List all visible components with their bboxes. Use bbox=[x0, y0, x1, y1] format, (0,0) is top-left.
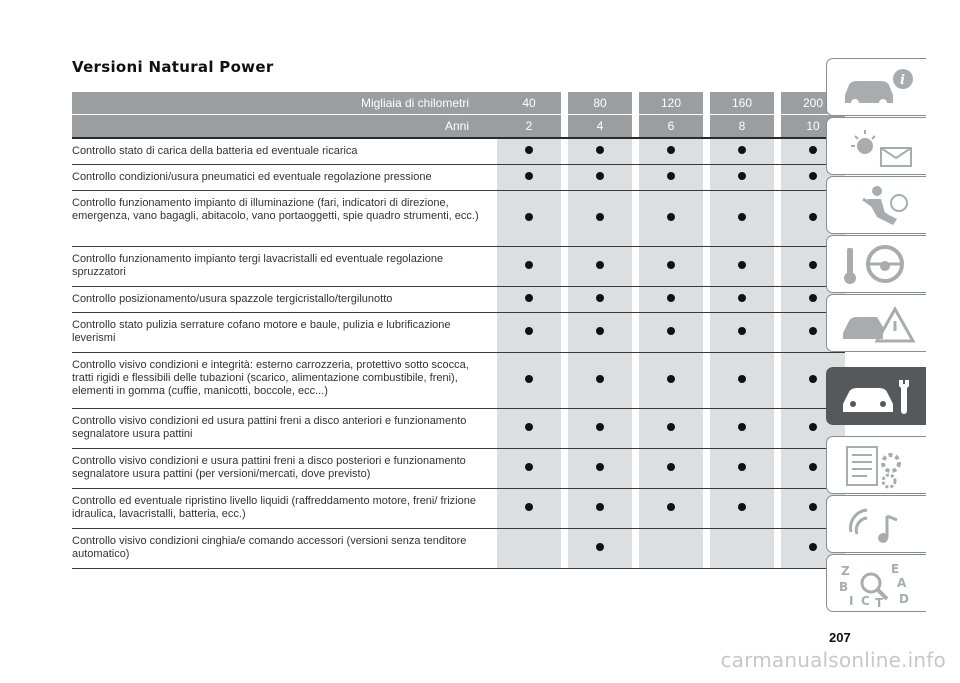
required-dot-icon bbox=[809, 503, 817, 511]
check-description: Controllo visivo condizioni cinghia/e comando accessori (versioni senza tenditore automatico) bbox=[72, 529, 497, 569]
required-dot-icon bbox=[596, 172, 604, 180]
column-gap bbox=[774, 529, 781, 569]
interval-cell bbox=[497, 313, 561, 353]
required-dot-icon bbox=[667, 327, 675, 335]
interval-cell bbox=[568, 165, 632, 191]
interval-cell bbox=[497, 449, 561, 489]
required-dot-icon bbox=[596, 213, 604, 221]
column-gap bbox=[703, 247, 710, 287]
column-gap bbox=[632, 489, 639, 529]
interval-cell bbox=[568, 138, 632, 165]
required-dot-icon bbox=[525, 463, 533, 471]
interval-cell bbox=[568, 313, 632, 353]
column-gap bbox=[774, 353, 781, 409]
table-row bbox=[72, 313, 845, 353]
required-dot-icon bbox=[738, 146, 746, 154]
interval-cell bbox=[568, 529, 632, 569]
column-gap bbox=[561, 247, 568, 287]
table-row bbox=[72, 409, 845, 449]
tab-steering-key[interactable] bbox=[826, 235, 926, 293]
column-gap bbox=[774, 449, 781, 489]
column-gap bbox=[774, 165, 781, 191]
required-dot-icon bbox=[596, 503, 604, 511]
steering-wheel-key-icon bbox=[837, 242, 921, 288]
required-dot-icon bbox=[809, 327, 817, 335]
column-gap bbox=[561, 165, 568, 191]
required-dot-icon bbox=[596, 327, 604, 335]
multimedia-icon bbox=[837, 502, 921, 548]
column-gap bbox=[561, 287, 568, 313]
column-gap bbox=[632, 353, 639, 409]
interval-cell bbox=[710, 165, 774, 191]
required-dot-icon bbox=[809, 294, 817, 302]
table-row bbox=[72, 353, 845, 409]
interval-cell bbox=[710, 287, 774, 313]
svg-text:C: C bbox=[861, 594, 870, 607]
required-dot-icon bbox=[525, 261, 533, 269]
required-dot-icon bbox=[525, 172, 533, 180]
table-row bbox=[72, 529, 845, 569]
years-header-label: Anni bbox=[72, 115, 497, 139]
svg-text:E: E bbox=[891, 562, 900, 576]
check-description: Controllo funzionamento impianto tergi lavacristalli ed eventuale regolazione spruzzatori bbox=[72, 247, 497, 287]
tab-emergency[interactable] bbox=[826, 294, 926, 352]
car-info-icon bbox=[837, 65, 921, 111]
interval-cell bbox=[568, 247, 632, 287]
required-dot-icon bbox=[596, 261, 604, 269]
required-dot-icon bbox=[738, 375, 746, 383]
year-value: 2 bbox=[497, 115, 561, 139]
column-gap bbox=[632, 313, 639, 353]
required-dot-icon bbox=[596, 423, 604, 431]
interval-cell bbox=[497, 353, 561, 409]
interval-cell bbox=[639, 287, 703, 313]
column-gap bbox=[774, 191, 781, 247]
year-value: 8 bbox=[710, 115, 774, 139]
required-dot-icon bbox=[525, 213, 533, 221]
interval-cell bbox=[497, 409, 561, 449]
column-gap bbox=[561, 313, 568, 353]
interval-cell bbox=[710, 191, 774, 247]
interval-cell bbox=[568, 191, 632, 247]
check-description: Controllo funzionamento impianto di illuminazione (fari, indicatori di direzione, emergenza, vano bagagli, abitacolo, vano portaoggetti, spie quadro strumenti, ecc.) bbox=[72, 191, 497, 247]
years-header-row bbox=[72, 115, 845, 139]
watermark: carmanualsonline.info bbox=[720, 648, 946, 672]
column-gap bbox=[561, 409, 568, 449]
check-description: Controllo ed eventuale ripristino livello liquidi (raffreddamento motore, freni/ frizione idraulica, lavacristalli, batteria, ecc.) bbox=[72, 489, 497, 529]
required-dot-icon bbox=[596, 294, 604, 302]
tab-airbag-safety[interactable] bbox=[826, 176, 926, 234]
required-dot-icon bbox=[525, 503, 533, 511]
check-description: Controllo condizioni/usura pneumatici ed eventuale regolazione pressione bbox=[72, 165, 497, 191]
required-dot-icon bbox=[738, 261, 746, 269]
required-dot-icon bbox=[809, 463, 817, 471]
column-gap bbox=[703, 489, 710, 529]
interval-cell bbox=[710, 353, 774, 409]
svg-text:i: i bbox=[900, 73, 905, 88]
page-number: 207 bbox=[829, 630, 851, 645]
column-gap bbox=[632, 529, 639, 569]
required-dot-icon bbox=[667, 294, 675, 302]
column-gap bbox=[632, 165, 639, 191]
interval-cell bbox=[497, 191, 561, 247]
required-dot-icon bbox=[738, 172, 746, 180]
interval-cell bbox=[568, 353, 632, 409]
km-header-row bbox=[72, 92, 845, 115]
required-dot-icon bbox=[738, 463, 746, 471]
required-dot-icon bbox=[809, 423, 817, 431]
interval-cell bbox=[710, 313, 774, 353]
km-value: 120 bbox=[639, 92, 703, 115]
svg-text:I: I bbox=[849, 594, 854, 607]
required-dot-icon bbox=[667, 375, 675, 383]
car-service-wrench-icon bbox=[837, 374, 921, 420]
required-dot-icon bbox=[596, 375, 604, 383]
check-description: Controllo posizionamento/usura spazzole tergicristallo/tergilunotto bbox=[72, 287, 497, 313]
required-dot-icon bbox=[809, 146, 817, 154]
interval-cell bbox=[710, 529, 774, 569]
table-row bbox=[72, 138, 845, 165]
technical-data-icon bbox=[837, 443, 921, 489]
interval-cell bbox=[639, 529, 703, 569]
required-dot-icon bbox=[809, 543, 817, 551]
column-gap bbox=[561, 489, 568, 529]
km-value: 80 bbox=[568, 92, 632, 115]
required-dot-icon bbox=[667, 172, 675, 180]
interval-cell bbox=[710, 449, 774, 489]
tab-multimedia[interactable] bbox=[826, 495, 926, 553]
column-gap bbox=[703, 449, 710, 489]
column-gap bbox=[703, 191, 710, 247]
interval-cell bbox=[710, 247, 774, 287]
interval-cell bbox=[497, 529, 561, 569]
check-description: Controllo stato di carica della batteria ed eventuale ricarica bbox=[72, 138, 497, 165]
column-gap bbox=[561, 138, 568, 165]
check-description: Controllo stato pulizia serrature cofano motore e baule, pulizia e lubrificazione leverismi bbox=[72, 313, 497, 353]
column-gap bbox=[632, 409, 639, 449]
table-row bbox=[72, 247, 845, 287]
interval-cell bbox=[639, 247, 703, 287]
check-description: Controllo visivo condizioni ed usura pattini freni a disco anteriori e funzionamento segnalatore usura pattini bbox=[72, 409, 497, 449]
km-value: 40 bbox=[497, 92, 561, 115]
km-header-label: Migliaia di chilometri bbox=[72, 92, 497, 115]
required-dot-icon bbox=[738, 213, 746, 221]
column-gap bbox=[703, 409, 710, 449]
required-dot-icon bbox=[667, 423, 675, 431]
column-gap bbox=[703, 529, 710, 569]
column-gap bbox=[703, 165, 710, 191]
interval-cell bbox=[568, 489, 632, 529]
check-description: Controllo visivo condizioni e integrità: esterno carrozzeria, protettivo sotto scocca, tratti rigidi e flessibili delle tubazioni (scarico, alimentazione combustibile, freni), elementi in gomma (cuffie, manicotti, boccole, ecc...) bbox=[72, 353, 497, 409]
column-gap bbox=[703, 287, 710, 313]
column-gap bbox=[632, 247, 639, 287]
interval-cell bbox=[497, 489, 561, 529]
tab-alphabetical-index[interactable] bbox=[826, 554, 926, 612]
interval-cell bbox=[497, 247, 561, 287]
table-row bbox=[72, 489, 845, 529]
tab-car-info[interactable] bbox=[826, 58, 926, 116]
table-row bbox=[72, 449, 845, 489]
warning-lights-icon bbox=[837, 124, 921, 170]
svg-text:Z: Z bbox=[841, 564, 850, 578]
column-gap bbox=[703, 313, 710, 353]
svg-text:T: T bbox=[875, 596, 884, 607]
interval-cell bbox=[568, 409, 632, 449]
interval-cell bbox=[639, 191, 703, 247]
interval-cell bbox=[497, 287, 561, 313]
interval-cell bbox=[639, 313, 703, 353]
required-dot-icon bbox=[596, 146, 604, 154]
required-dot-icon bbox=[738, 503, 746, 511]
column-gap bbox=[632, 191, 639, 247]
table-row bbox=[72, 165, 845, 191]
column-gap bbox=[703, 353, 710, 409]
column-gap bbox=[774, 287, 781, 313]
column-gap bbox=[561, 191, 568, 247]
column-gap bbox=[774, 313, 781, 353]
table-row bbox=[72, 191, 845, 247]
interval-cell bbox=[639, 138, 703, 165]
year-value: 6 bbox=[639, 115, 703, 139]
column-gap bbox=[632, 287, 639, 313]
interval-cell bbox=[639, 409, 703, 449]
required-dot-icon bbox=[525, 146, 533, 154]
interval-cell bbox=[639, 449, 703, 489]
interval-cell bbox=[639, 165, 703, 191]
required-dot-icon bbox=[738, 327, 746, 335]
tab-technical-data[interactable] bbox=[826, 436, 926, 494]
interval-cell bbox=[710, 489, 774, 529]
required-dot-icon bbox=[525, 375, 533, 383]
required-dot-icon bbox=[809, 213, 817, 221]
required-dot-icon bbox=[738, 294, 746, 302]
svg-text:D: D bbox=[899, 592, 909, 606]
column-gap bbox=[561, 449, 568, 489]
column-gap bbox=[774, 489, 781, 529]
required-dot-icon bbox=[667, 463, 675, 471]
required-dot-icon bbox=[809, 375, 817, 383]
check-description: Controllo visivo condizioni e usura pattini freni a disco posteriori e funzionamento segnalatore usura pattini (per versioni/mercati, dove previsto) bbox=[72, 449, 497, 489]
alphabetical-index-icon bbox=[837, 561, 921, 607]
required-dot-icon bbox=[525, 294, 533, 302]
required-dot-icon bbox=[738, 423, 746, 431]
required-dot-icon bbox=[667, 503, 675, 511]
emergency-breakdown-icon bbox=[837, 301, 921, 347]
column-gap bbox=[774, 247, 781, 287]
column-gap bbox=[632, 449, 639, 489]
svg-text:A: A bbox=[897, 576, 907, 590]
tab-car-service[interactable] bbox=[826, 367, 926, 425]
column-gap bbox=[561, 353, 568, 409]
table-row bbox=[72, 287, 845, 313]
column-gap bbox=[561, 529, 568, 569]
km-value: 160 bbox=[710, 92, 774, 115]
column-gap bbox=[632, 138, 639, 165]
required-dot-icon bbox=[596, 543, 604, 551]
required-dot-icon bbox=[525, 327, 533, 335]
interval-cell bbox=[497, 138, 561, 165]
km-value: 200 bbox=[781, 92, 845, 115]
required-dot-icon bbox=[596, 463, 604, 471]
interval-cell bbox=[568, 287, 632, 313]
column-gap bbox=[703, 138, 710, 165]
interval-cell bbox=[639, 489, 703, 529]
required-dot-icon bbox=[809, 172, 817, 180]
page-title: Versioni Natural Power bbox=[72, 58, 274, 76]
year-value: 4 bbox=[568, 115, 632, 139]
column-gap bbox=[774, 138, 781, 165]
interval-cell bbox=[639, 353, 703, 409]
required-dot-icon bbox=[525, 423, 533, 431]
required-dot-icon bbox=[667, 213, 675, 221]
required-dot-icon bbox=[667, 146, 675, 154]
required-dot-icon bbox=[667, 261, 675, 269]
column-gap bbox=[774, 409, 781, 449]
interval-cell bbox=[710, 409, 774, 449]
tab-warning-lights[interactable] bbox=[826, 117, 926, 175]
interval-cell bbox=[710, 138, 774, 165]
required-dot-icon bbox=[809, 261, 817, 269]
interval-cell bbox=[568, 449, 632, 489]
year-value: 10 bbox=[781, 115, 845, 139]
maintenance-table bbox=[72, 92, 845, 569]
interval-cell bbox=[497, 165, 561, 191]
airbag-safety-icon bbox=[837, 183, 921, 229]
svg-text:B: B bbox=[839, 580, 849, 594]
